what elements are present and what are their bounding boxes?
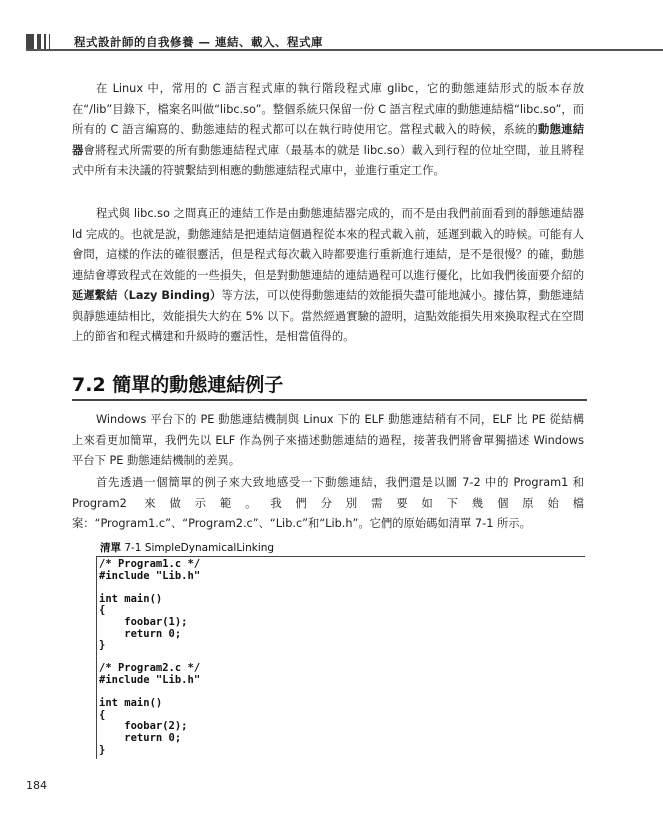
paragraph-2-rest: 等方法，可以使得動態連結的效能損失盡可能地減小。據估算，動態連結與靜態連結相比，效能損失大約在 5% 以下。當然經過實驗的證明，這點效能損失用來換取程式在空間上的節省和程式構建和升級時的靈活性，是相當值得的。 xyxy=(72,289,584,343)
section-heading xyxy=(72,368,587,402)
header-title: 程式設計師的自我修養 — 連結、載入、程式庫 xyxy=(74,35,324,49)
paragraph-3: Windows 平台下的 PE 動態連結機制與 Linux 下的 ELF 動態連結稍有不同，ELF 比 PE 從結構上來看更加簡單，我們先以 ELF 作為例子來描述動態連結的過程，接著我們將會單獨描述 Windows 平台下 PE 動態連結機制的差異。 xyxy=(72,413,584,467)
paragraph-1 xyxy=(72,79,584,182)
running-header xyxy=(0,34,663,50)
page-number: 184 xyxy=(26,779,47,792)
paragraph-4: 首先透過一個簡單的例子來大致地感受一下動態連結，我們還是以圖 7-2 中的 Program1 和 Program2 來做示範。我們分別需要如下幾個原始檔案：“Program1.c”、“Program2.c”、“Lib.c”和“Lib.h”。它們的原始碼如清單 7-1 所示。 xyxy=(72,476,584,530)
listing-caption-text: 7-1 SimpleDynamicalLinking xyxy=(121,542,275,554)
listing-caption xyxy=(100,540,274,555)
paragraph-2-emphasis: 延遲繫結（Lazy Binding） xyxy=(72,289,222,302)
paragraph-2-text: 程式與 libc.so 之間真正的連結工作是由動態連結器完成的，而不是由我們前面看到的靜態連結器 ld 完成的。也就是說，動態連結是把連結這個過程從本來的程式載入前，延遲到載入的時候。可能有人會問，這樣的作法的確很靈活，但是程式每次載入時都要進行重新進行連結，是不是很慢？的確，動態連結會導致程式在效能的一些損失，但是對動態連結的連結過程可以進行優化，比如我們後面要介紹的 xyxy=(72,207,584,282)
section-title: 7.2 簡單的動態連結例子 xyxy=(72,374,284,396)
listing-label: 清單 xyxy=(100,542,121,554)
paragraph-1-emphasis: 動態連結器 xyxy=(72,123,584,157)
section-rule xyxy=(72,399,587,401)
code-listing xyxy=(96,556,585,759)
paragraph-2 xyxy=(72,204,584,348)
header-decoration xyxy=(26,34,66,50)
paragraph-1-text: 在 Linux 中，常用的 C 語言程式庫的執行階段程式庫 glibc，它的動態連結形式的版本存放在“/lib”目錄下，檔案名叫做“libc.so”。整個系統只保留一份 C 語言程式庫的動態連結檔“libc.so”，而所有的 C 語言編寫的、動態連結的程式都可以在執行時使用它。當程式載入的時候，系統的 xyxy=(72,82,584,136)
header-rule xyxy=(26,49,663,51)
code-block: /* Program1.c */ #include "Lib.h" int main() { foobar(1); return 0; } /* Program2.c */ #include "Lib.h" int main() { foobar(2); return 0; } xyxy=(99,558,201,756)
paragraph-1-rest: 會將程式所需要的所有動態連結程式庫（最基本的就是 libc.so）載入到行程的位址空間，並且將程式中所有未決議的符號繫結到相應的動態連結程式庫中，並進行重定工作。 xyxy=(72,143,584,177)
